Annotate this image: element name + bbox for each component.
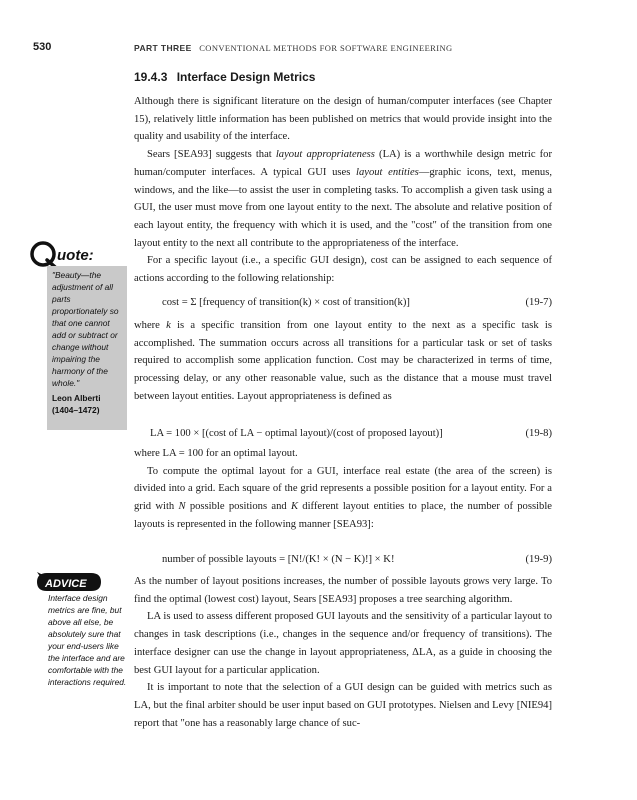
section-heading bbox=[134, 70, 315, 84]
p2-text-a: Sears [SEA93] suggests that bbox=[147, 149, 276, 161]
p2-text-e: —graphic icons, text, menus, windows, and the like—to assist the user in completing tasks. To accomplish a given task using a GUI, the user must move from one layout entity to the next. The absolute and relative position of each layout entity, the frequency with which it is used, and the "cost" of the transition from one layout entity to the next all contribute to the appropriateness of the interface. bbox=[134, 166, 552, 249]
part-title: CONVENTIONAL METHODS FOR SOFTWARE ENGINEERING bbox=[199, 43, 453, 53]
equation-text: number of possible layouts = [N!/(K! × (N − K)!] × K! bbox=[162, 554, 395, 565]
body-block-3 bbox=[134, 445, 552, 534]
body-block-1 bbox=[134, 93, 552, 288]
paragraph-3: For a specific layout (i.e., a specific GUI design), cost can be assigned to each sequence of actions according to the following relationship: bbox=[134, 255, 552, 285]
running-head bbox=[134, 43, 453, 53]
p6-text-b: possible positions and bbox=[185, 501, 291, 513]
quote-years: (1404–1472) bbox=[52, 405, 100, 415]
advice-badge bbox=[33, 570, 103, 594]
part-label: PART THREE bbox=[134, 43, 192, 53]
term-layout-appropriateness: layout appropriateness bbox=[275, 149, 375, 161]
quote-author: Leon Alberti bbox=[52, 393, 101, 403]
p6-text-a: To compute the optimal layout for a GUI, interface real estate (the area of the screen) is divided into a grid. Each square of the grid represents a possible position for a layout entity. For a grid with bbox=[134, 465, 552, 513]
paragraph-6 bbox=[134, 463, 552, 534]
paragraph-5: where LA = 100 for an optimal layout. bbox=[134, 448, 298, 459]
sidebar-advice bbox=[48, 592, 128, 688]
advice-label: ADVICE bbox=[45, 578, 87, 590]
quote-text: "Beauty—the adjustment of all parts proportionately so that one cannot add or subtract or change without impairing the harmony of the whole." bbox=[52, 270, 119, 388]
equation-text: cost = Σ [frequency of transition(k) × cost of transition(k)] bbox=[162, 297, 410, 308]
advice-text: Interface design metrics are fine, but above all else, be absolutely sure that your end-users like the interface and are comfortable with the interactions required. bbox=[48, 593, 127, 687]
p4-text-b: is a specific transition from one layout entity to the next as a specific task is accomplished. The summation occurs across all transitions for a particular task or set of tasks required to accomplish some application function. Cost may be characterized in terms of time, processing delay, or any other reasonable value, such as the distance that a mouse must travel between layout entities. Layout appropriateness is defined as bbox=[134, 320, 552, 402]
equation-19-9 bbox=[162, 551, 552, 569]
var-k: K bbox=[290, 501, 299, 513]
paragraph-1: Although there is significant literature on the design of human/computer interfaces (see Chapter 15), relatively little information has been published on metrics that would provide insight into the quality and usability of the interface. bbox=[134, 96, 552, 143]
equation-number: (19-9) bbox=[525, 554, 552, 565]
term-layout-entities: layout entities bbox=[356, 166, 419, 178]
p2-text-c: (LA) is a worthwhile design metric for human/computer interfaces. A typical GUI uses bbox=[134, 149, 552, 178]
equation-text: LA = 100 × [(cost of LA − optimal layout)/(cost of proposed layout)] bbox=[150, 428, 443, 439]
sidebar-quote bbox=[47, 266, 127, 430]
paragraph-7: As the number of layout positions increases, the number of possible layouts grows very large. To find the optimal (lowest cost) layout, Sears [SEA93] proposes a tree searching algorithm. bbox=[134, 576, 552, 605]
p4-text-a: where bbox=[134, 320, 167, 331]
equation-number: (19-8) bbox=[525, 428, 552, 439]
equation-19-7 bbox=[162, 294, 552, 312]
page-number: 530 bbox=[33, 41, 52, 53]
p6-text-c: different layout entities to place, the number of possible layouts is represented in the following manner [SEA93]: bbox=[134, 501, 552, 530]
body-block-4 bbox=[134, 573, 552, 732]
var-k: k bbox=[166, 320, 171, 331]
quote-badge bbox=[30, 240, 130, 268]
equation-19-8 bbox=[150, 425, 552, 443]
equation-number: (19-7) bbox=[525, 297, 552, 308]
var-n: N bbox=[178, 501, 186, 513]
paragraph-8: LA is used to assess different proposed GUI layouts and the sensitivity of a particular layout to changes in task descriptions (i.e., changes in the sequence and/or frequency of transitions). The interface designer can use the change in layout appropriateness, ΔLA, as a guide in choosing the best GUI layout for a particular application. bbox=[134, 611, 552, 676]
paragraph-9: It is important to note that the selection of a GUI design can be guided with metrics such as LA, but the final arbiter should be user input based on GUI prototypes. Nielsen and Levy [NIE94] report that "one has a reasonably large chance of suc- bbox=[134, 682, 552, 729]
section-title: Interface Design Metrics bbox=[176, 70, 316, 84]
section-number: 19.4.3 bbox=[134, 70, 168, 84]
quote-label: uote: bbox=[57, 247, 94, 264]
paragraph-2 bbox=[134, 146, 552, 252]
body-block-2 bbox=[134, 317, 552, 406]
paragraph-4 bbox=[134, 317, 552, 406]
